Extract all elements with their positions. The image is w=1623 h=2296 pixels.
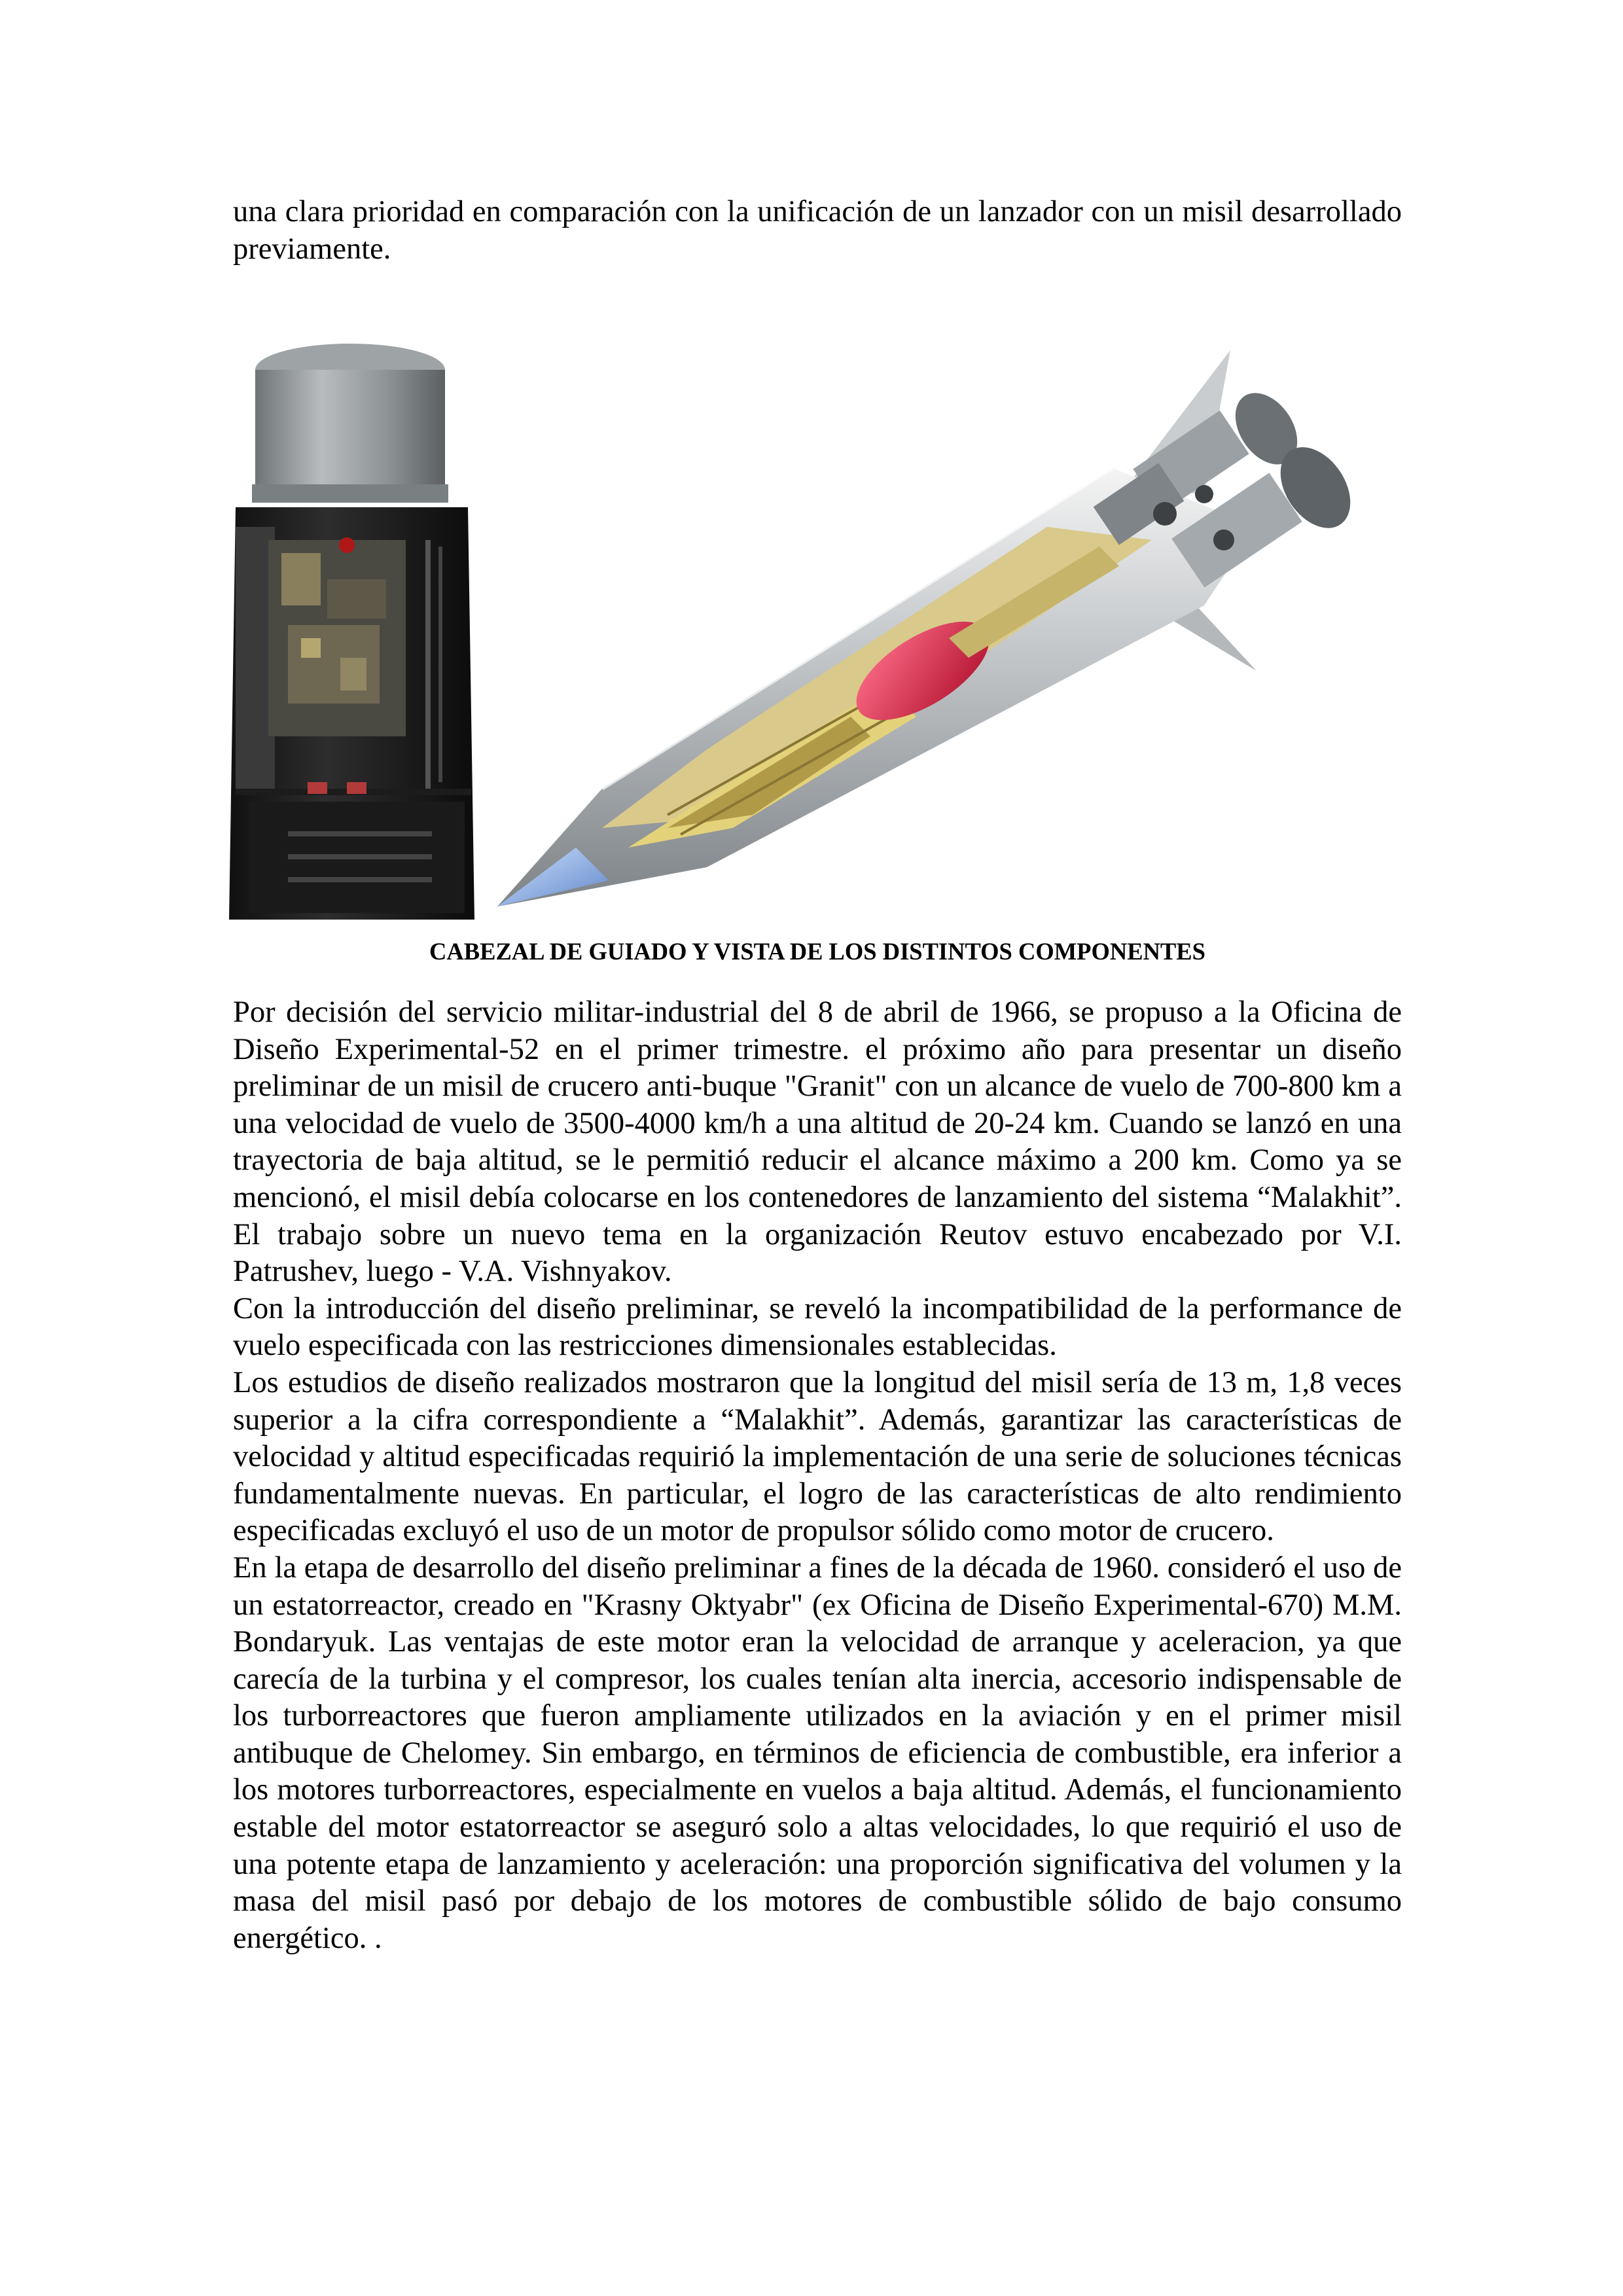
body-text: [233, 994, 1402, 1957]
figure-caption: CABEZAL DE GUIADO Y VISTA DE LOS DISTINTOS COMPONENTES: [429, 938, 1205, 965]
missile-cutaway-illustration: [497, 350, 1364, 906]
paragraph: Por decisión del servicio militar-industrial del 8 de abril de 1966, se propuso a la Oficina de Diseño Experimental-52 en el primer trimestre. el próximo año para presentar un diseño preliminar de un misil de crucero anti-buque "Granit" con un alcance de vuelo de 700-800 km a una velocidad de vuelo de 3500-4000 km/h a una altitud de 20-24 km. Cuando se lanzó en una trayectoria de baja altitud, se le permitió reducir el alcance máximo a 200 km. Como ya se mencionó, el misil debía colocarse en los contenedores de lanzamiento del sistema “Malakhit”. El trabajo sobre un nuevo tema en la organización Reutov estuvo encabezado por V.I. Patrushev, luego - V.A. Vishnyakov.: [233, 996, 1402, 1289]
paragraph: Con la introducción del diseño preliminar, se reveló la incompatibilidad de la performance de vuelo especificada con las restricciones dimensionales establecidas.: [233, 1291, 1402, 1363]
figure: [209, 331, 1427, 939]
intro-paragraph: una clara prioridad en comparación con la unificación de un lanzador con un misil desarrollado previamente.: [233, 195, 1402, 266]
seeker-head-photo: [229, 344, 474, 920]
paragraph: En la etapa de desarrollo del diseño preliminar a fines de la década de 1960. consideró el uso de un estatorreactor, creado en "Krasny Oktyabr" (ex Oficina de Diseño Experimental-670) M.M. Bondaryuk. Las ventajas de este motor eran la velocidad de arranque y aceleracion, ya que carecía de la turbina y el compresor, los cuales tenían alta inercia, accesorio indispensable de los turborreactores que fueron ampliamente utilizados en la aviación y en el primer misil antibuque de Chelomey. Sin embargo, en términos de eficiencia de combustible, era inferior a los motores turborreactores, especialmente en vuelos a baja altitud. Además, el funcionamiento estable del motor estatorreactor se aseguró solo a altas velocidades, lo que requirió el uso de una potente etapa de lanzamiento y aceleración: una proporción significativa del volumen y la masa del misil pasó por debajo de los motores de combustible sólido de bajo consumo energético. .: [233, 1551, 1402, 1955]
paragraph: Los estudios de diseño realizados mostraron que la longitud del misil sería de 13 m, 1,8 veces superior a la cifra correspondiente a “Malakhit”. Además, garantizar las características de velocidad y altitud especificadas requirió la implementación de una serie de soluciones técnicas fundamentalmente nuevas. En particular, el logro de las características de alto rendimiento especificadas excluyó el uso de un motor de propulsor sólido como motor de crucero.: [233, 1365, 1402, 1548]
